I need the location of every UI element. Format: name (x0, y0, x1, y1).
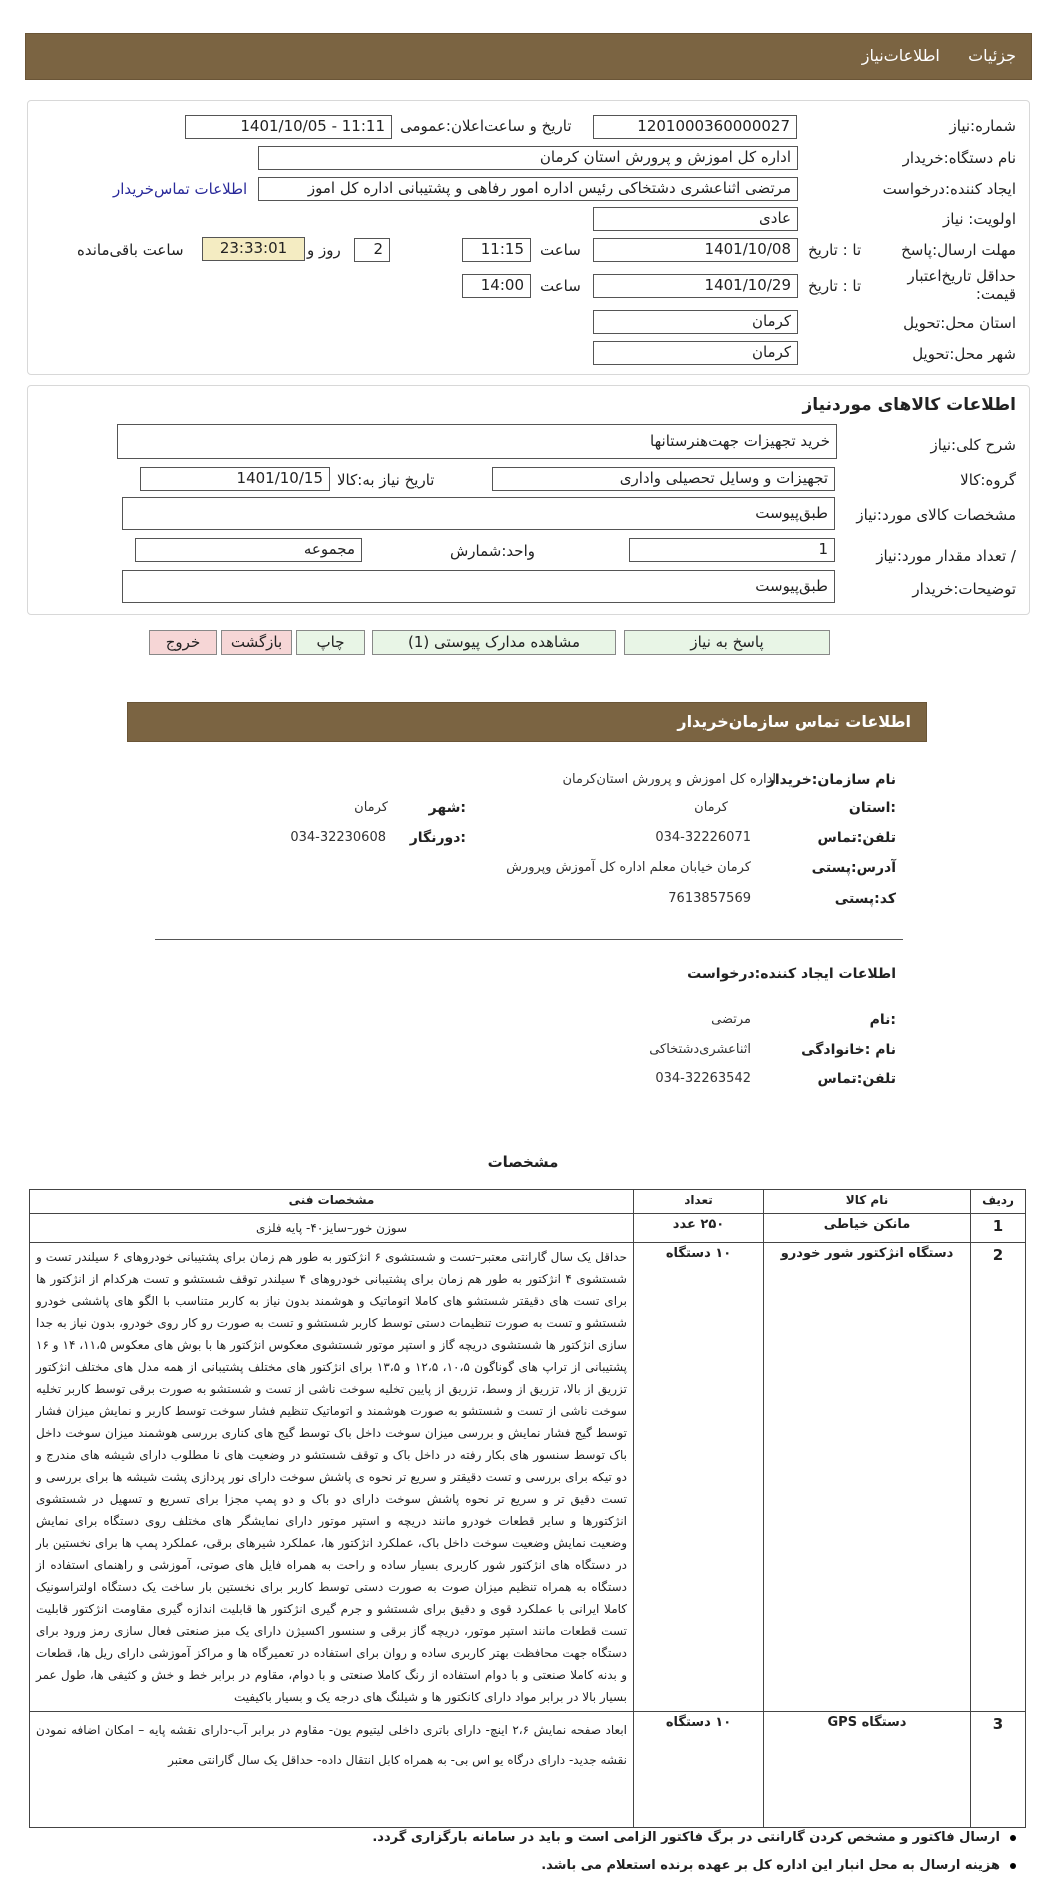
creator-phone-label: تلفن:تماس (817, 1071, 896, 1087)
specs-title: مشخصات (487, 1153, 559, 1171)
contact-title: اطلاعات تماس سازمان‌خریدار (677, 712, 911, 731)
header-row-number: ردیف (971, 1190, 1026, 1214)
announce-label: تاریخ و ساعت‌اعلان:عمومی (400, 117, 572, 135)
need-date-label: تاریخ نیاز به:کالا (337, 471, 435, 489)
deadline-time-label: ساعت (540, 241, 581, 259)
deadline-to-date-label: تا : تاریخ (808, 241, 862, 259)
postal-label: کد:پستی (834, 891, 896, 907)
table-row (30, 1712, 1026, 1828)
creator-name-value: مرتضی (711, 1012, 751, 1027)
note-item (541, 1858, 1016, 1873)
specs-table (29, 1189, 1026, 1828)
tab-details[interactable]: جزئیات (968, 46, 1016, 65)
item-specs: حداقل یک سال گارانتی معتبر–تست و شستشوی ۶ انژکتور به طور هم زمان برای پشتیبانی خودروهای ۶ سیلندر تست و شستشوی ۴ انژکتور به طور هم زمان برای پشتیبانی خودروهای ۴ سیلندر توقف شستشو و تست هرکدام از انژکتور ها برای تست های دقیقتر شستشو های کاملا اتوماتیک و هوشمند بدون نیاز به کاربر متناسب با الگو های پاششی خودرو شستشو و تست به صورت تنظیمات دستی توسط کاربر شستشو و تست به صورت رو کار روی خودرو، بدون نیاز به جدا سازی انژکتور ها شستشوی دریچه گاز و استپر موتور شستشوی معکوس انژکتور ها با بوش های معکوس ۱۱،۵، ۱۴ و ۱۶ پشتیبانی از تراپ های گوناگون ۱۰،۵، ۱۲،۵ و ۱۳،۵ برای انژکتور های مختلف پشتیبانی از همه مدل های مختلف انژکتور تزریق از بالا، تزریق از وسط، تزریق از پایین تخلیه سوخت ناشی از تست و شستشو به صورت برقی توسط کاربر تخلیه سوخت ناشی از تست و شستشو به صورت هوشمند و اتوماتیک تنظیم فشار سوخت توسط کاربر و نمایش میزان فشار توسط گیج فشار نمایش و بررسی میزان سوخت داخل باک توسط گیج های کناری بررسی هوشمند میزان سوخت داخل باک توسط سنسور های بکار رفته در داخل باک و توقف شستشو در وضعیت های نا مطلوب دارای شیشه های مندرج و دو تیکه برای بررسی و تست دقیقتر و سریع تر نحوه ی پاشش سوخت دارای نور پردازی پشت شیشه ها برای بررسی و تست دقیق تر و سریع تر نحوه پاشش سوخت دارای دو باک و دو پمپ مجزا برای تسریع و تسهیل در شستشوی انژکتورها و سایر قطعات خودرو مانند دریچه و استپر موتور دارای نمایشگر های مختلف روی دستگاه برای نمایش وضعیت نمایش وضعیت سوخت داخل باک، عملکرد انژکتور ها، عملکرد شیرهای برقی، عملکرد پمپ ها برای نخستین بار در دستگاه های انژکتور شور کاربری بسیار ساده و راحت به همراه فایل های صوتی، آموزشی و راهنمای استفاده از دستگاه به همراه تنظیم میزان صوت به صورت دستی توسط کاربر برای نخستین بار ساخت یک دستگاه اولتراسونیک کاملا ایرانی با عملکرد قوی و دقیق برای شستشو و جرم گیری انژکتور ها قابلیت اندازه گیری مقاومت انژکتور قابلیت تست قطعات مانند استپر موتور، دریچه گاز برقی و سنسور اکسیژن دارای یک مبز صنعتی فعال سازی رمز ورود برای دستگاه جهت محافظت بهتر کاربری ساده و روان برای استفاده در تعمیرگاه ها و مراکز آموزشی دارای ریل ها، قطعات و بدنه کاملا صنعتی و با دوام استفاده از رنگ کاملا صنعتی و با دوام، مقاوم در برابر خط و خش و کثیفی ها، طول عمر بسیار بالا در برابر مواد دارای کانکتور ها و شیلنگ های درجه یک و بسیار باکیفیت (30, 1243, 634, 1712)
header-tabs (862, 46, 1016, 65)
summary-field: خرید تجهیزات جهت‌هنرستانها (117, 424, 837, 459)
creator-label: ایجاد کننده:درخواست (882, 180, 1016, 198)
days-label: روز و (307, 241, 341, 259)
attachments-button[interactable]: مشاهده مدارک پیوستی (1) (372, 630, 616, 655)
validity-date-field: 1401/10/29 (593, 274, 798, 298)
contact-info-link[interactable]: اطلاعات تماس‌خریدار (113, 180, 248, 198)
desc-field: طبق‌پیوست (122, 570, 835, 603)
reply-button[interactable]: پاسخ به نیاز (624, 630, 830, 655)
deadline-date-field: 1401/10/08 (593, 238, 798, 262)
creator-family-value: اثناعشری‌دشتخاکی (649, 1042, 751, 1057)
contact-city-label: :شهر (428, 800, 466, 816)
creator-field: مرتضی اثناعشری دشتخاکی رئیس اداره امور رفاهی و پشتیبانی اداره کل اموز (258, 177, 798, 201)
note-text: ارسال فاکتور و مشخص کردن گارانتی در برگ فاکتور الزامی است و باید در سامانه بارگزاری گردد. (372, 1830, 1000, 1845)
org-label: نام سازمان:خریدار (766, 772, 896, 788)
city-field: کرمان (593, 341, 798, 365)
back-button[interactable]: بازگشت (221, 630, 292, 655)
fax-value: 034-32230608 (290, 830, 386, 845)
deadline-time-field: 11:15 (462, 238, 531, 262)
priority-label: اولویت: نیاز (943, 210, 1016, 228)
bullet-icon (1010, 1835, 1016, 1841)
province-field: کرمان (593, 310, 798, 334)
table-row (30, 1243, 1026, 1712)
validity-to-date-label: تا : تاریخ (808, 277, 862, 295)
note-item (372, 1830, 1016, 1845)
remaining-time-field: 23:33:01 (202, 237, 305, 261)
validity-label: حداقل تاریخ‌اعتبار قیمت: (907, 267, 1016, 303)
divider (155, 939, 903, 940)
province-label: استان محل:تحویل (903, 314, 1016, 332)
validity-time-field: 14:00 (462, 274, 531, 298)
group-label: گروه:کالا (960, 471, 1016, 489)
org-value: اداره کل اموزش و پرورش استان‌کرمان (562, 772, 776, 787)
item-name: دستگاه GPS (764, 1712, 971, 1828)
priority-field: عادی (593, 207, 798, 231)
need-number-field: 1201000360000027 (593, 115, 797, 139)
contact-province-label: :استان (848, 800, 896, 816)
item-qty: ۱۰ دستگاه (634, 1712, 764, 1828)
specs-field: طبق‌پیوست (122, 497, 835, 530)
specs-header-row (30, 1190, 1026, 1214)
buyer-field: اداره کل اموزش و پرورش استان کرمان (258, 146, 798, 170)
item-specs: سوزن خور–سایز۴۰- پایه فلزی (30, 1214, 634, 1243)
announce-field: 1401/10/05 - 11:11 (185, 115, 392, 139)
contact-city-value: کرمان (354, 800, 388, 815)
item-qty: ۲۵۰ عدد (634, 1214, 764, 1243)
desc-label: توضیحات:خریدار (912, 580, 1016, 598)
bullet-icon (1010, 1863, 1016, 1869)
buyer-label: نام دستگاه:خریدار (902, 149, 1016, 167)
qty-label: / تعداد مقدار مورد:نیاز (876, 547, 1016, 565)
goods-title: اطلاعات کالاهای موردنیاز (802, 395, 1016, 415)
item-name: مانکن خیاطی (764, 1214, 971, 1243)
contact-phone-value: 034-32226071 (655, 830, 751, 845)
creator-title: اطلاعات ایجاد کننده:درخواست (687, 966, 896, 982)
item-specs: ابعاد صفحه نمایش ۲،۶ اینچ- دارای باتری داخلی لیتیوم یون- مقاوم در برابر آب-دارای نقشه پایه – امکان اضافه نمودن نقشه جدید- دارای درگاه یو اس بی- به همراه کابل انتقال داده- حداقل یک سال گارانتی معتبر (30, 1712, 634, 1828)
print-button[interactable]: چاپ (296, 630, 365, 655)
creator-family-label: نام :خانوادگی (801, 1042, 896, 1058)
header-technical-specs: مشخصات فنی (30, 1190, 634, 1214)
item-qty: ۱۰ دستگاه (634, 1243, 764, 1712)
unit-label: واحد:شمارش (450, 542, 535, 560)
address-label: آدرس:پستی (811, 860, 896, 876)
item-name: دستگاه انژکتور شور خودرو (764, 1243, 971, 1712)
note-text: هزینه ارسال به محل انبار این اداره کل بر عهده برنده استعلام می باشد. (541, 1858, 1000, 1873)
table-row (30, 1214, 1026, 1243)
contact-province-value: کرمان (694, 800, 728, 815)
fax-label: :دورنگار (409, 830, 466, 846)
need-number-label: شماره:نیاز (949, 117, 1016, 135)
deadline-label: مهلت ارسال:پاسخ (901, 241, 1016, 259)
postal-value: 7613857569 (668, 891, 751, 906)
header-item-name: نام کالا (764, 1190, 971, 1214)
tab-need-info[interactable]: اطلاعات‌نیاز (861, 46, 940, 65)
row-number: 3 (971, 1712, 1026, 1828)
need-date-field: 1401/10/15 (140, 467, 330, 491)
summary-label: شرح کلی:نیاز (930, 436, 1016, 454)
row-number: 1 (971, 1214, 1026, 1243)
qty-field: 1 (629, 538, 835, 562)
exit-button[interactable]: خروج (149, 630, 217, 655)
city-label: شهر محل:تحویل (912, 345, 1016, 363)
unit-field: مجموعه (135, 538, 362, 562)
creator-name-label: :نام (869, 1012, 896, 1028)
group-field: تجهیزات و وسایل تحصیلی واداری (492, 467, 835, 491)
header-quantity: تعداد (634, 1190, 764, 1214)
row-number: 2 (971, 1243, 1026, 1712)
specs-label: مشخصات کالای مورد:نیاز (856, 506, 1016, 524)
creator-phone-value: 034-32263542 (655, 1071, 751, 1086)
address-value: کرمان خیابان معلم اداره کل آموزش وپرورش (506, 860, 751, 875)
contact-phone-label: تلفن:تماس (817, 830, 896, 846)
days-field: 2 (354, 238, 390, 262)
remaining-label: ساعت باقی‌مانده (77, 241, 184, 259)
validity-time-label: ساعت (540, 277, 581, 295)
